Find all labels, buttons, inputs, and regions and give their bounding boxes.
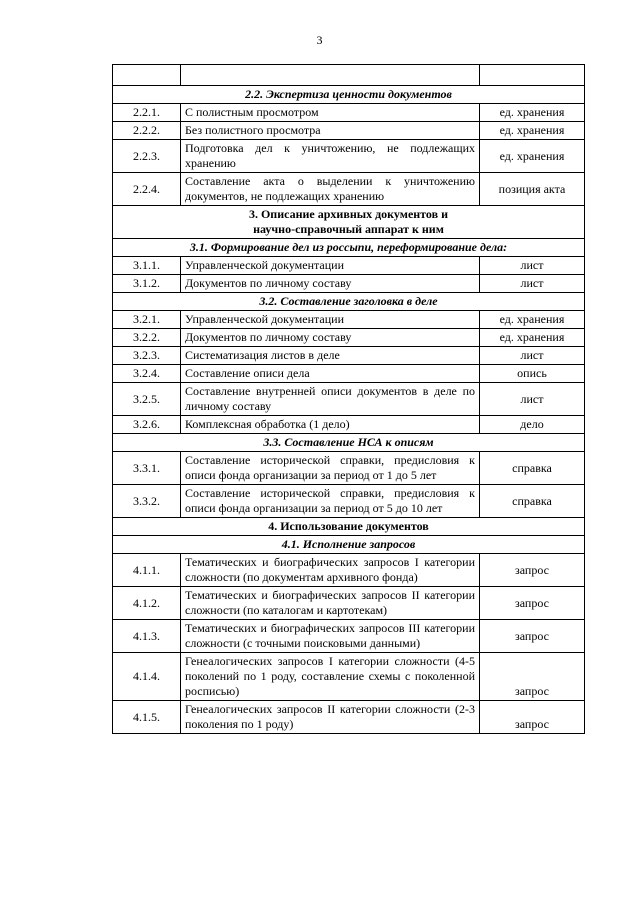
item-number: 3.3.1.	[113, 452, 181, 485]
item-number: 4.1.5.	[113, 701, 181, 734]
item-unit: позиция акта	[480, 173, 585, 206]
item-description: Составление исторической справки, предисловия к описи фонда организации за период от 5 до 10 лет	[181, 485, 480, 518]
item-unit: ед. хранения	[480, 122, 585, 140]
section-header	[113, 206, 585, 239]
item-unit: ед. хранения	[480, 329, 585, 347]
subsection-header: 3.3. Составление НСА к описям	[113, 434, 585, 452]
item-description: Управленческой документации	[181, 257, 480, 275]
item-unit: запрос	[480, 653, 585, 701]
subsection-header: 3.1. Формирование дел из россыпи, переформирование дела:	[113, 239, 585, 257]
item-number: 2.2.4.	[113, 173, 181, 206]
subsection-header: 4.1. Исполнение запросов	[113, 536, 585, 554]
section-header-line: научно-справочный аппарат к ним	[253, 222, 444, 236]
item-unit: ед. хранения	[480, 140, 585, 173]
item-description: Тематических и биографических запросов II категории сложности (по каталогам и картотекам)	[181, 587, 480, 620]
item-unit: опись	[480, 365, 585, 383]
item-number: 4.1.1.	[113, 554, 181, 587]
item-number: 3.2.2.	[113, 329, 181, 347]
item-unit: запрос	[480, 554, 585, 587]
section-header: 2.2. Экспертиза ценности документов	[113, 86, 585, 104]
table-row	[113, 173, 585, 206]
item-description: Документов по личному составу	[181, 329, 480, 347]
table-row	[113, 587, 585, 620]
item-number: 4.1.2.	[113, 587, 181, 620]
item-unit: ед. хранения	[480, 104, 585, 122]
item-description: Систематизация листов в деле	[181, 347, 480, 365]
item-number: 3.2.1.	[113, 311, 181, 329]
item-unit: запрос	[480, 701, 585, 734]
item-number: 4.1.4.	[113, 653, 181, 701]
item-description: Тематических и биографических запросов III категории сложности (с точными поисковыми данными)	[181, 620, 480, 653]
subsection-header-row	[113, 434, 585, 452]
item-description: Генеалогических запросов I категории сложности (4-5 поколений по 1 роду, составление схемы с поколенной росписью)	[181, 653, 480, 701]
item-description: Тематических и биографических запросов I категории сложности (по документам архивного фонда)	[181, 554, 480, 587]
table-row	[113, 620, 585, 653]
table-row	[113, 701, 585, 734]
subsection-header-row	[113, 293, 585, 311]
item-number: 2.2.3.	[113, 140, 181, 173]
table-row	[113, 452, 585, 485]
item-description: Подготовка дел к уничтожению, не подлежащих хранению	[181, 140, 480, 173]
item-number: 4.1.3.	[113, 620, 181, 653]
table-cell	[480, 65, 585, 86]
table-row	[113, 140, 585, 173]
table-row	[113, 65, 585, 86]
table-row	[113, 311, 585, 329]
item-unit: запрос	[480, 620, 585, 653]
table-row	[113, 257, 585, 275]
table-row	[113, 104, 585, 122]
item-unit: ед. хранения	[480, 311, 585, 329]
item-number: 2.2.2.	[113, 122, 181, 140]
item-description: С полистным просмотром	[181, 104, 480, 122]
subsection-header-row	[113, 536, 585, 554]
section-header: 4. Использование документов	[113, 518, 585, 536]
item-description: Составление внутренней описи документов в деле по личному составу	[181, 383, 480, 416]
table-row	[113, 275, 585, 293]
services-table	[112, 64, 585, 734]
table-cell	[113, 65, 181, 86]
item-unit: лист	[480, 257, 585, 275]
item-description: Без полистного просмотра	[181, 122, 480, 140]
item-number: 3.2.3.	[113, 347, 181, 365]
table-row	[113, 122, 585, 140]
table-row	[113, 485, 585, 518]
table-cell	[181, 65, 480, 86]
item-description: Генеалогических запросов II категории сложности (2-3 поколения по 1 роду)	[181, 701, 480, 734]
item-number: 3.1.2.	[113, 275, 181, 293]
table-row	[113, 416, 585, 434]
item-number: 3.2.5.	[113, 383, 181, 416]
section-header-row	[113, 86, 585, 104]
table-row	[113, 365, 585, 383]
item-description: Составление исторической справки, предисловия к описи фонда организации за период от 1 до 5 лет	[181, 452, 480, 485]
table-row	[113, 329, 585, 347]
section-header-row	[113, 518, 585, 536]
item-unit: дело	[480, 416, 585, 434]
item-number: 3.2.6.	[113, 416, 181, 434]
section-header-row	[113, 206, 585, 239]
item-unit: лист	[480, 383, 585, 416]
item-number: 3.2.4.	[113, 365, 181, 383]
item-description: Составление акта о выделении к уничтожению документов, не подлежащих хранению	[181, 173, 480, 206]
item-unit: лист	[480, 275, 585, 293]
item-number: 3.3.2.	[113, 485, 181, 518]
item-description: Документов по личному составу	[181, 275, 480, 293]
table-row	[113, 347, 585, 365]
subsection-header-row	[113, 239, 585, 257]
item-unit: справка	[480, 452, 585, 485]
item-description: Комплексная обработка (1 дело)	[181, 416, 480, 434]
page-number: 3	[316, 33, 323, 47]
item-description: Управленческой документации	[181, 311, 480, 329]
subsection-header: 3.2. Составление заголовка в деле	[113, 293, 585, 311]
item-description: Составление описи дела	[181, 365, 480, 383]
table-row	[113, 383, 585, 416]
item-unit: справка	[480, 485, 585, 518]
table-row	[113, 653, 585, 701]
item-number: 2.2.1.	[113, 104, 181, 122]
table-row	[113, 554, 585, 587]
section-header-line: 3. Описание архивных документов и	[248, 207, 449, 221]
item-number: 3.1.1.	[113, 257, 181, 275]
item-unit: запрос	[480, 587, 585, 620]
item-unit: лист	[480, 347, 585, 365]
